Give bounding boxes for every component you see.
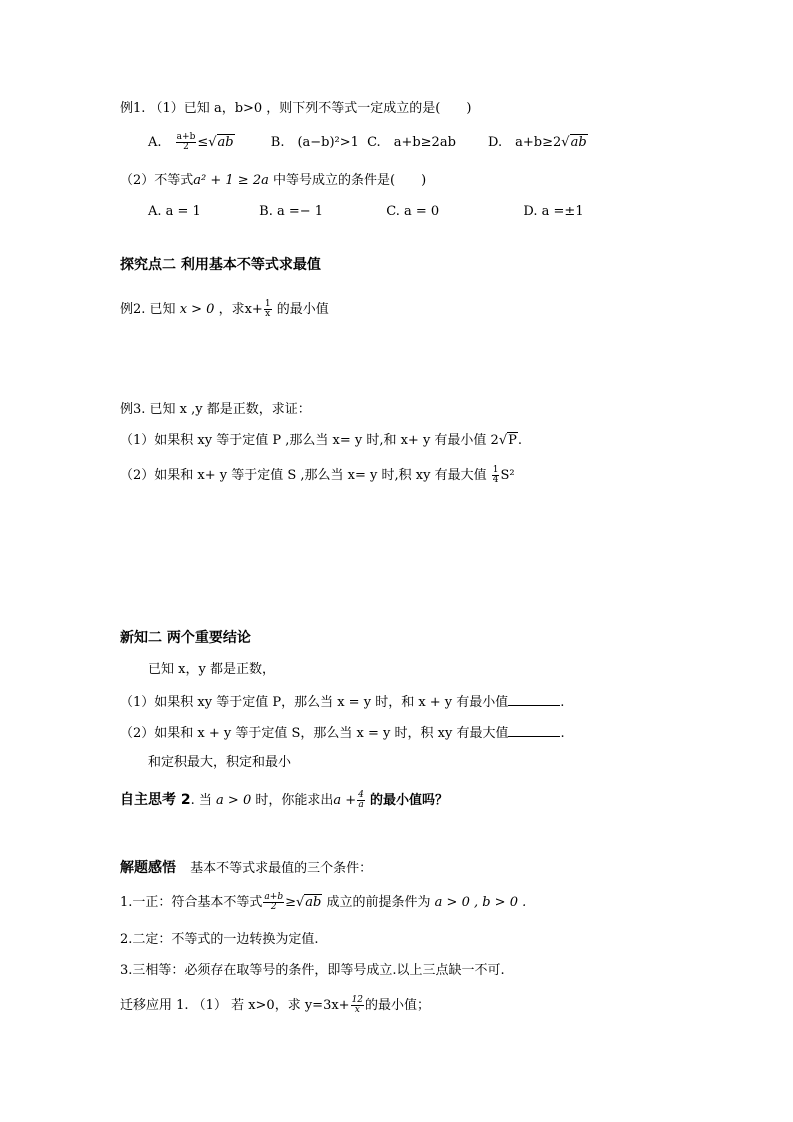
insight-line-1: 1.一正：符合基本不等式 $\frac{a+b}{2}$ ≥√ab 成立的前提条件为 a > 0 , b > 0 . (120, 892, 527, 912)
sqrt-expr: ab (570, 135, 587, 150)
transfer-question: 迁移应用 1. （1） 若 x>0，求 y=3x+ $\frac{12}{x}$ 的最小值； (120, 995, 431, 1015)
ex3-intro: 例3. 已知 x ,y 都是正数，求证： (120, 402, 311, 417)
option-a: A. $\frac{a+b}{2}$ ≤√ab (148, 132, 234, 152)
answer-blank[interactable] (508, 722, 560, 737)
ex1-q1-options (148, 133, 588, 153)
new2-intro: 已知 x，y 都是正数， (148, 662, 275, 677)
fraction: $\frac{a+b}{2}$ (264, 892, 284, 912)
option-c: C. a+b≥2ab (367, 135, 456, 150)
ex3-part2: （2）如果和 x+ y 等于定值 S ,那么当 x= y 时,积 xy 有最大值 $\frac{1}{4}$ S² (120, 465, 515, 485)
fraction: $\frac{4}{a}$ (358, 790, 364, 810)
section-title: 新知二 两个重要结论 (120, 630, 251, 646)
rhyme: 和定积最大，积定和最小 (148, 755, 292, 770)
insight-heading: 解题感悟 基本不等式求最值的三个条件： (120, 860, 373, 876)
insight-line-2: 2.二定：不等式的一边转换为定值. (120, 932, 319, 947)
sqrt-expr: ab (217, 135, 234, 150)
sqrt-expr: P (508, 433, 517, 448)
option-b: B. (a−b)²>1 (270, 135, 359, 150)
ex1-q2-options (148, 202, 584, 222)
ex2-question: 例2. 已知 x > 0 ，求x+ $\frac{1}{x}$ 的最小值 (120, 299, 329, 319)
option-c: C. a = 0 (386, 204, 440, 219)
think-question: 自主思考 2. 当 a > 0 时，你能求出a + $\frac{4}{a}$ 的最小值吗？ (120, 790, 449, 810)
ex1-question2: （2）不等式a² + 1 ≥ 2a 中等号成立的条件是( ) (120, 173, 427, 188)
insight-line-3: 3.三相等：必须存在取等号的条件，即等号成立.以上三点缺一不可. (120, 963, 505, 978)
ex1-question1: 例1. （1）已知 a，b>0 ，则下列不等式一定成立的是( ) (120, 101, 472, 116)
option-d: D. a =±1 (523, 204, 584, 219)
answer-blank[interactable] (508, 691, 560, 706)
fraction: $\frac{12}{x}$ (351, 995, 364, 1015)
conclusion-1: （1）如果积 xy 等于定值 P，那么当 x = y 时，和 x + y 有最小值 . (120, 691, 564, 713)
ex3-part1: （1）如果积 xy 等于定值 P ,那么当 x= y 时,和 x+ y 有最小值 2√P. (120, 431, 522, 451)
fraction: $\frac{1}{4}$ (492, 465, 499, 485)
option-d: D. a+b≥2√ab (488, 133, 588, 153)
section-title: 探究点二 利用基本不等式求最值 (120, 257, 321, 273)
sqrt-expr: ab (305, 895, 322, 910)
fraction: $\frac{1}{x}$ (264, 299, 271, 319)
option-b: B. a =− 1 (259, 204, 324, 219)
fraction: $\frac{a+b}{2}$ (176, 132, 196, 152)
conclusion-2: （2）如果和 x + y 等于定值 S，那么当 x = y 时，积 xy 有最大值 . (120, 722, 565, 744)
option-a: A. a = 1 (148, 204, 201, 219)
